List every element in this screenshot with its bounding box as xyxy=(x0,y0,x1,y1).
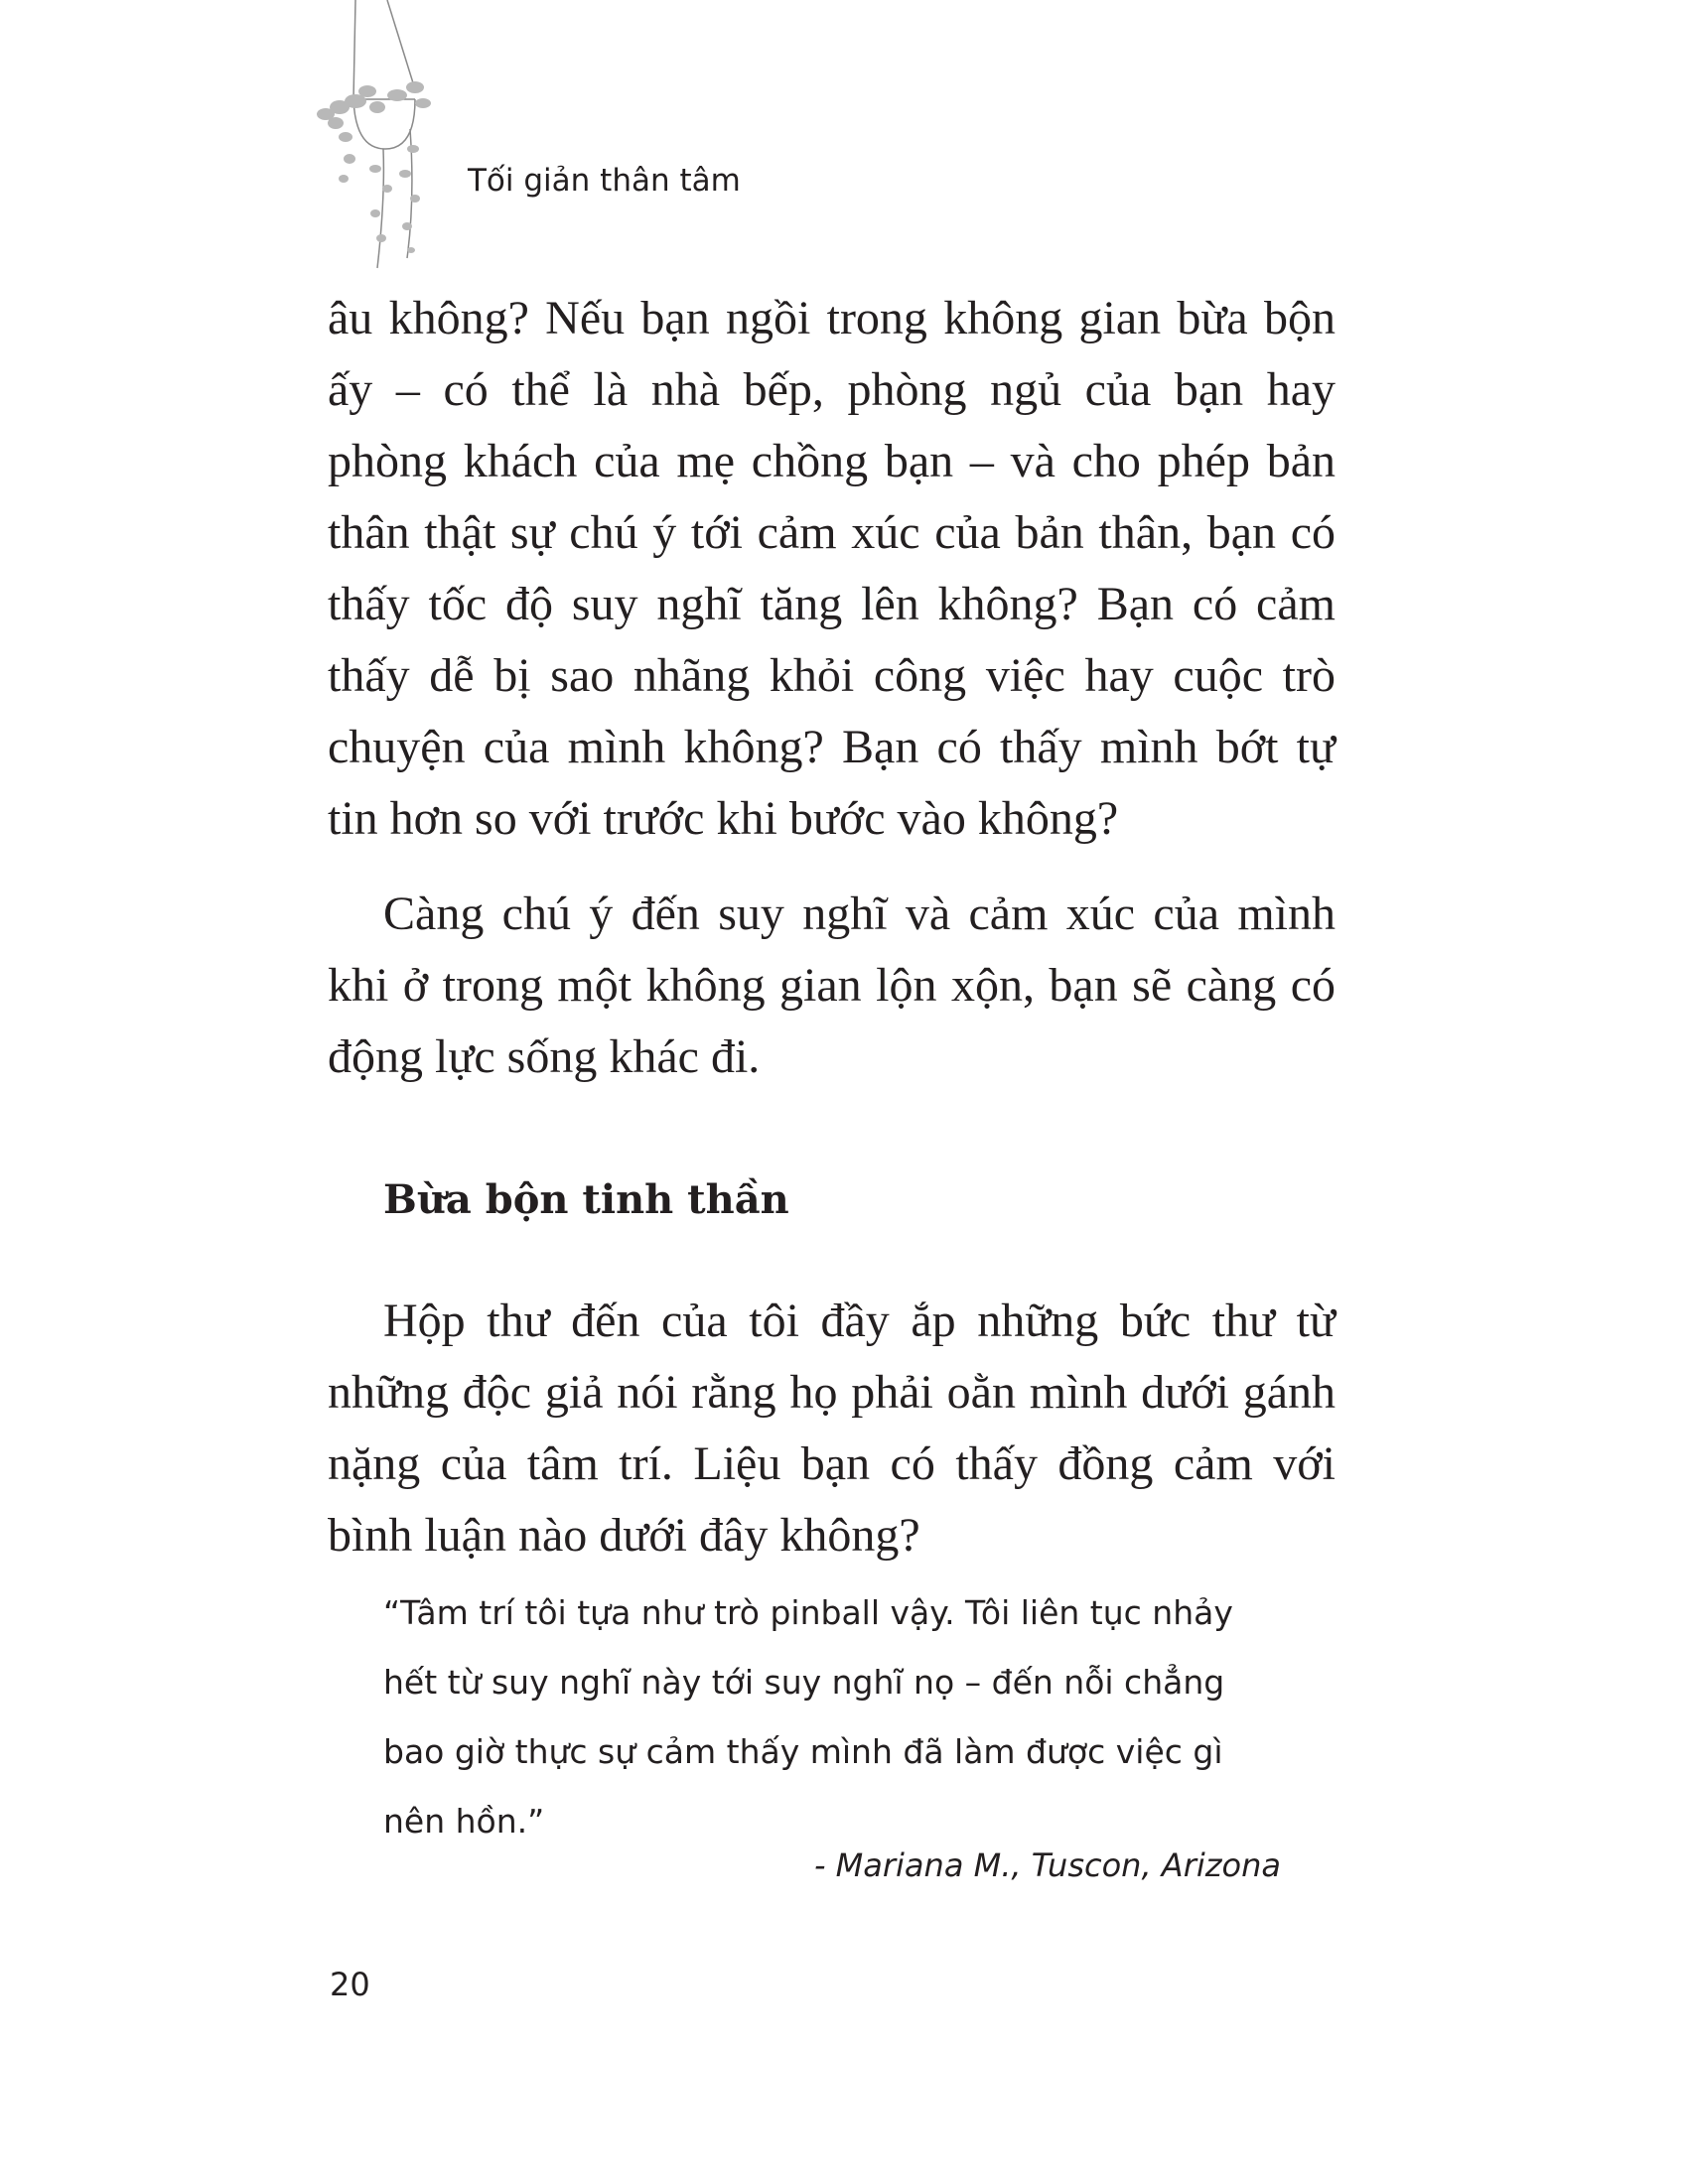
body-paragraph-2: Càng chú ý đến suy nghĩ và cảm xúc của mình khi ở trong một không gian lộn xộn, bạn sẽ càng có động lực sống khác đi. xyxy=(328,887,1336,1083)
hanging-plant-icon xyxy=(316,0,465,278)
section-heading: Bừa bộn tinh thần xyxy=(383,1176,789,1223)
body-paragraph-1: âu không? Nếu bạn ngồi trong không gian bừa bộn ấy – có thể là nhà bếp, phòng ngủ của bạn hay phòng khách của mẹ chồng bạn – và cho phép bản thân thật sự chú ý tới cảm xúc của bản thân, bạn có thấy tốc độ suy nghĩ tăng lên không? Bạn có cảm thấy dễ bị sao nhãng khỏi công việc hay cuộc trò chuyện của mình không? Bạn có thấy mình bớt tự tin hơn so với trước khi bước vào không? xyxy=(328,292,1336,845)
running-header-title: Tối giản thân tâm xyxy=(468,163,741,199)
reader-quote: “Tâm trí tôi tựa như trò pinball vậy. Tôi liên tục nhảy hết từ suy nghĩ này tới suy nghĩ nọ – đến nỗi chẳng bao giờ thực sự cảm thấy mình đã làm được việc gì nên hồn.” xyxy=(383,1593,1233,1841)
page-number: 20 xyxy=(330,1966,370,2003)
quote-attribution: - Mariana M., Tuscon, Arizona xyxy=(813,1846,1281,1884)
section-paragraph: Hộp thư đến của tôi đầy ắp những bức thư từ những độc giả nói rằng họ phải oằn mình dưới gánh nặng của tâm trí. Liệu bạn có thấy đồng cảm với bình luận nào dưới đây không? xyxy=(328,1295,1336,1562)
